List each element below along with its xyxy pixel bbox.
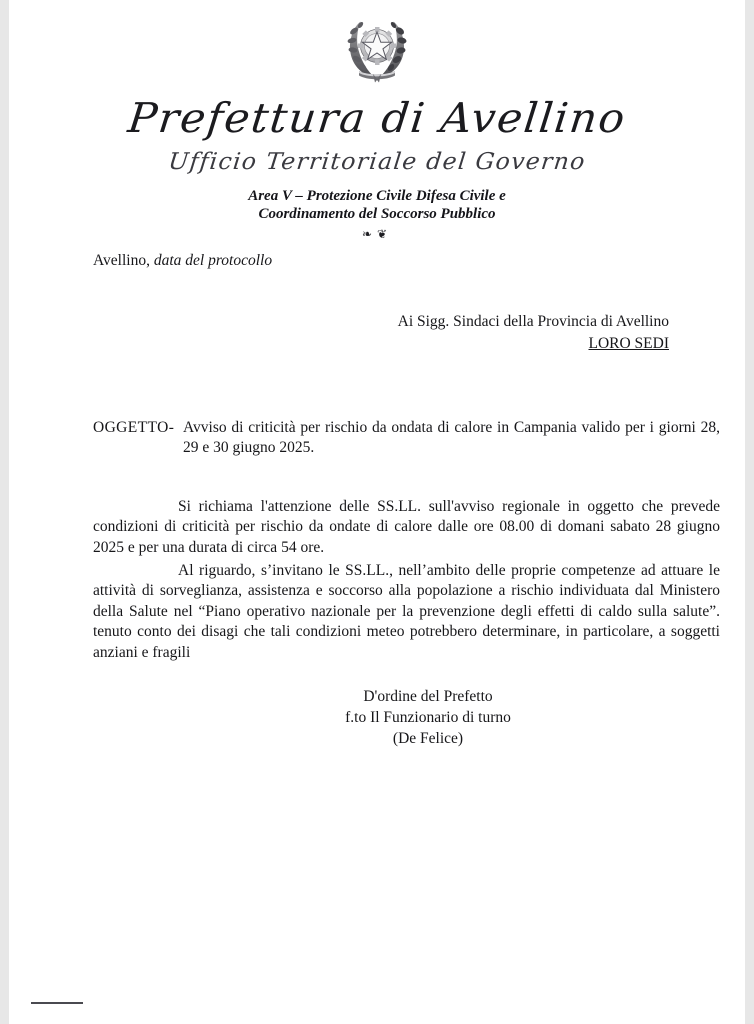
area-heading-line-2: Coordinamento del Soccorso Pubblico bbox=[258, 206, 496, 223]
protocol-date-placeholder: data del protocollo bbox=[153, 252, 273, 269]
subject-block bbox=[93, 418, 720, 458]
addressee-line: Ai Sigg. Sindaci della Provincia di Avellino bbox=[397, 313, 669, 330]
place-city: Avellino, bbox=[93, 252, 150, 269]
signature-line-1: D'ordine del Prefetto bbox=[363, 688, 493, 705]
signature-line-3: (De Felice) bbox=[392, 729, 464, 747]
signature-line-2: f.to Il Funzionario di turno bbox=[345, 708, 511, 726]
office-subtitle: Ufficio Territoriale del Governo bbox=[167, 149, 588, 175]
office-title: Prefettura di Avellino bbox=[125, 94, 629, 142]
addressee-loro-sedi: LORO SEDI bbox=[588, 335, 669, 353]
italian-republic-emblem-icon bbox=[344, 12, 410, 86]
subject-label: OGGETTO- bbox=[93, 419, 175, 436]
body-paragraph-1: Si richiama l'attenzione delle SS.LL. sull'avviso regionale in oggetto che prevede condizioni di criticità per rischio da ondate di calore dalle ore 08.00 di domani sabato 28 giugno 2025 e per una durata di circa 54 ore. bbox=[93, 497, 720, 556]
letterhead bbox=[9, 0, 745, 241]
signature-block bbox=[93, 687, 723, 750]
addressee-block bbox=[93, 311, 723, 356]
document-sheet bbox=[9, 0, 745, 1024]
place-and-date bbox=[93, 252, 272, 270]
footer-rule bbox=[31, 1002, 83, 1004]
fleuron-ornament-icon: ❧❦ bbox=[361, 226, 393, 241]
body-paragraph-2: Al riguardo, s’invitano le SS.LL., nell’ambito delle proprie competenze ad attuare le attività di sorveglianza, assistenza e soccorso alla popolazione a rischio individuata dal Ministero della Salute nel “Piano operativo nazionale per la prevenzione degli effetti di caldo sulla salute”. tenuto conto dei disagi che tali condizioni meteo potrebbero determinare, in particolare, a soggetti anziani e fragili bbox=[93, 561, 720, 661]
subject-text: Avviso di criticità per rischio da ondata di calore in Campania valido per i giorni 28, 29 e 30 giugno 2025. bbox=[183, 419, 720, 457]
area-heading-line-1: Area V – Protezione Civile Difesa Civile e bbox=[248, 188, 506, 204]
area-heading bbox=[9, 187, 745, 224]
